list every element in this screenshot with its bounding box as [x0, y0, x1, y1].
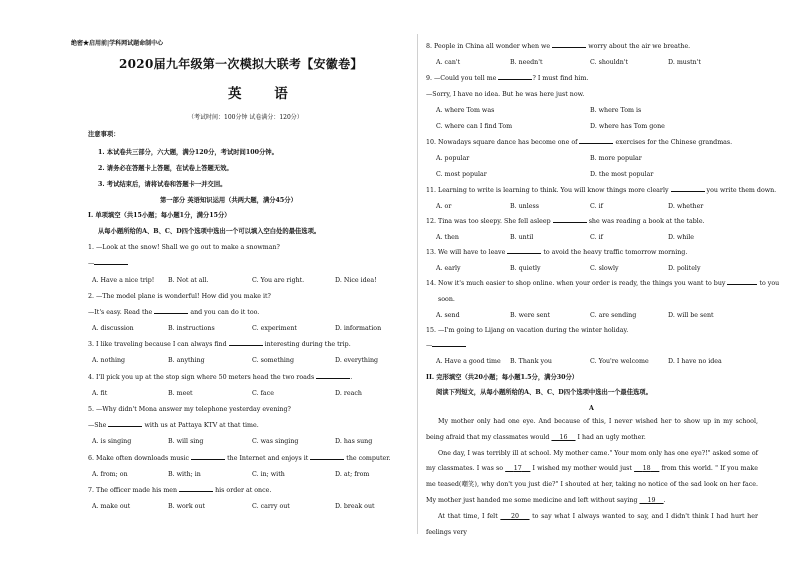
option-b: B. where Tom is [590, 107, 642, 114]
option-d: D. information [335, 325, 382, 332]
note-item: 2. 请务必在答题卡上答题，在试卷上答题无效。 [98, 165, 233, 172]
option-b: B. until [510, 234, 534, 241]
option-d: D. everything [335, 357, 379, 364]
column-divider [417, 34, 418, 534]
section-instruction: 从每小题所给的A、B、C、D四个选项中选出一个可以填入空白处的最佳选项。 [98, 228, 321, 235]
option-b: B. meet [168, 390, 193, 397]
option-d: D. where has Tom gone [590, 123, 665, 130]
option-d: D. has sung [335, 438, 373, 445]
option-c: C. if [590, 234, 603, 241]
cloze-blank-18: 18 [642, 465, 651, 473]
option-a: A. discussion [92, 325, 134, 332]
option-b: B. instructions [168, 325, 215, 332]
option-c: C. most popular [436, 171, 487, 178]
option-a: A. Have a good time [436, 358, 501, 365]
option-b: B. unless [510, 203, 539, 210]
option-a: A. Have a nice trip! [92, 277, 155, 284]
option-c: C. are sending [590, 312, 637, 319]
option-a: A. fit [92, 390, 108, 397]
option-b: B. quietly [510, 265, 541, 272]
option-a: A. send [436, 312, 460, 319]
question-stem: 7. The officer made his men his order at once. [88, 487, 272, 494]
option-c: C. where can I find Tom [436, 123, 513, 130]
question-answer-line: soon. [438, 296, 455, 303]
option-d: D. the most popular [590, 171, 654, 178]
option-b: B. with; in [168, 471, 201, 478]
option-a: A. from; on [92, 471, 128, 478]
cloze-blank-17: 17 [513, 465, 522, 473]
option-c: C. carry out [252, 503, 290, 510]
question-stem: 1. —Look at the snow! Shall we go out to make a snowman? [88, 244, 280, 251]
option-d: D. at; from [335, 471, 370, 478]
option-a: A. where Tom was [436, 107, 495, 114]
option-b: B. Not at all. [168, 277, 209, 284]
option-d: D. I have no idea [668, 358, 722, 365]
cloze-blank-20: 20 [510, 512, 519, 520]
option-d: D. whether [668, 203, 704, 210]
question-stem: 14. Now it's much easier to shop online. when your order is ready, the things you want to buy to you [426, 280, 780, 287]
option-a: A. nothing [92, 357, 126, 364]
question-stem: 2. —The model plane is wonderful! How did you make it? [88, 293, 271, 300]
option-c: C. in; with [252, 471, 285, 478]
option-a: A. popular [436, 155, 470, 162]
question-stem: 13. We will have to leave to avoid the heavy traffic tomorrow morning. [426, 249, 688, 256]
question-stem: 12. Tina was too sleepy. She fell asleep she was reading a book at the table. [426, 218, 705, 225]
exam-meta: （考试时间：100分钟 试卷满分：120分） [188, 114, 303, 121]
option-c: C. face [252, 390, 274, 397]
question-stem: 6. Make often downloads music the Internet and enjoys it the computer. [88, 455, 391, 462]
option-b: B. were sent [510, 312, 551, 319]
question-stem: 9. —Could you tell me ? I must find him. [426, 75, 589, 82]
question-answer-line: —Sorry, I have no idea. But he was here just now. [426, 91, 585, 98]
question-stem: 3. I like traveling because I can always find interesting during the trip. [88, 341, 351, 348]
exam-title: 2020届九年级第一次模拟大联考【安徽卷】 [119, 57, 363, 71]
option-c: C. something [252, 357, 295, 364]
option-d: D. Nice idea! [335, 277, 377, 284]
question-answer-line: — [88, 260, 128, 268]
option-c: C. experiment [252, 325, 297, 332]
option-c: C. if [590, 203, 603, 210]
cloze-passage [426, 414, 758, 540]
option-a: A. early [436, 265, 461, 272]
cloze-blank-16: 16 [559, 433, 568, 441]
question-stem: 8. People in China all wonder when we worry about the air we breathe. [426, 43, 691, 50]
option-c: C. slowly [590, 265, 619, 272]
passage-paragraph: One day, I was terribly ill at school. My mother came." Your mom only has one eye?!" asked some of my classmates. I was so 17 I wished my mother would just 18 from this world. " If you make me teased(嘲笑), why don't you just die?" I shouted at her, taking no notice of the sad look on her face. My mother just handed me some medicine and left without saying 19 . [426, 449, 758, 504]
part-heading: 第一部分 英语知识运用（共两大题，满分45分） [160, 197, 297, 204]
question-stem: 5. —Why didn't Mona answer my telephone yesterday evening? [88, 406, 291, 413]
option-b: B. work out [168, 503, 206, 510]
option-d: D. will be sent [668, 312, 714, 319]
notes-heading: 注意事项： [88, 131, 120, 138]
option-d: D. while [668, 234, 695, 241]
question-answer-line: —It's easy. Read the and you can do it too. [88, 309, 260, 316]
subject-title: 英 语 [228, 86, 302, 102]
question-answer-line: — [426, 342, 466, 350]
option-a: A. is singing [92, 438, 132, 445]
cloze-blank-19: 19 [647, 496, 656, 504]
option-d: D. politely [668, 265, 701, 272]
question-answer-line: —She with us at Pattaya KTV at that time. [88, 422, 259, 429]
note-item: 3. 考试结束后，请将试卷和答题卡一并交回。 [98, 181, 227, 188]
option-a: A. then [436, 234, 459, 241]
passage-paragraph: My mother only had one eye. And because of this, I never wished her to show up in my school, being afraid that my classmates would 16 I had an ugly mother. [426, 418, 758, 441]
option-a: A. or [436, 203, 452, 210]
option-b: B. more popular [590, 155, 642, 162]
option-b: B. will sing [168, 438, 204, 445]
option-c: C. was singing [252, 438, 299, 445]
passage-label: A [589, 405, 594, 412]
option-d: D. break out [335, 503, 375, 510]
option-c: C. You are right. [252, 277, 305, 284]
option-a: A. can't [436, 59, 461, 66]
question-stem: 4. I'll pick you up at the stop sign where 50 meters head the two roads . [88, 374, 353, 381]
option-b: B. anything [168, 357, 205, 364]
option-c: C. You're welcome [590, 358, 649, 365]
option-d: D. mustn't [668, 59, 701, 66]
question-stem: 10. Nowadays square dance has become one of exercises for the Chinese grandmas. [426, 139, 733, 146]
secret-mark: 绝密★启用前|学科网试题命制中心 [71, 40, 164, 47]
option-b: B. needn't [510, 59, 543, 66]
question-stem: 11. Learning to write is learning to think. You will know things more clearly you write them down. [426, 187, 777, 194]
option-c: C. shouldn't [590, 59, 629, 66]
section-instruction: 阅读下列短文，从每小题所给的A、B、C、D四个选项中选出一个最佳选项。 [436, 389, 652, 396]
option-b: B. Thank you [510, 358, 552, 365]
section-heading: II. 完形填空（共20小题；每小题1.5分，满分30分） [426, 374, 579, 381]
option-d: D. reach [335, 390, 362, 397]
note-item: 1. 本试卷共三部分，六大题，满分120分，考试时间100分钟。 [98, 149, 278, 156]
question-stem: 15. —I'm going to Lijang on vacation during the winter holiday. [426, 327, 629, 334]
option-a: A. make out [92, 503, 131, 510]
section-heading: I. 单项填空（共15小题；每小题1分，满分15分） [88, 212, 231, 219]
passage-paragraph: At that time, I felt 20 to say what I always wanted to say, and I didn't think I had hurt her feelings very [426, 512, 758, 536]
